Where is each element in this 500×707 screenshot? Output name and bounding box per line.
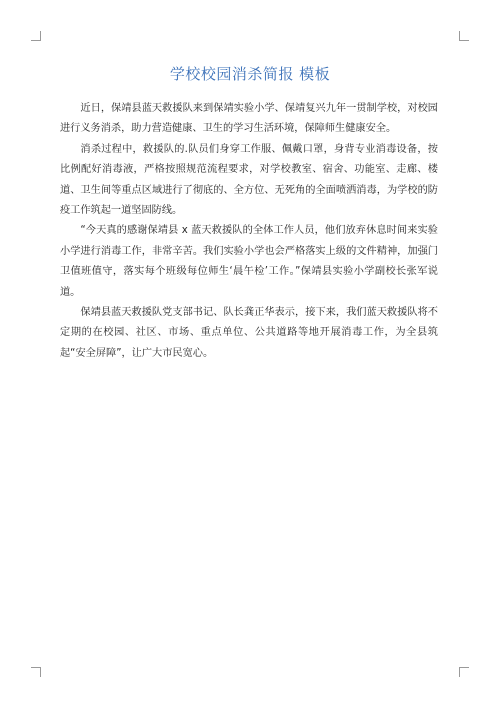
- paragraph-2: 消杀过程中，救援队的.队员们身穿工作服、佩戴口罩，身背专业消毒设备，按比例配好消毒液，严格按照规范流程要求，对学校教室、宿舍、功能室、走廊、楼道、卫生间等重点区域进行了彻底的、全方位、无死角的全面喷洒消毒，为学校的防疫工作筑起一道坚固防线。: [60, 143, 438, 217]
- paragraph-4: 保靖县蓝天救援队党支部书记、队长龚正华表示，接下来，我们蓝天救援队将不定期的在校园、社区、市场、重点单位、公共道路等地开展消毒工作，为全县筑起“安全屏障”，让广大市民宽心。: [60, 307, 438, 359]
- crop-mark-top-right: [459, 31, 469, 41]
- crop-mark-bottom-right: [459, 667, 469, 677]
- document-body: [60, 99, 438, 364]
- crop-mark-bottom-left: [31, 667, 41, 677]
- crop-mark-top-left: [31, 31, 41, 41]
- paragraph-1: 近日，保靖县蓝天救援队来到保靖实验小学、保靖复兴九年一贯制学校，对校园进行义务消杀，助力营造健康、卫生的学习生活环境，保障师生健康安全。: [60, 103, 438, 135]
- document-title: 学校校园消杀简报 模板: [169, 65, 331, 83]
- paragraph-3: “今天真的感谢保靖县 x 蓝天救援队的全体工作人员，他们放弃休息时间来实验小学进行消毒工作，非常辛苦。我们实验小学也会严格落实上级的文件精神，加强门卫值班值守，落实每个班级每位师生‘晨午检’工作。”保靖县实验小学副校长张军说道。: [60, 225, 438, 298]
